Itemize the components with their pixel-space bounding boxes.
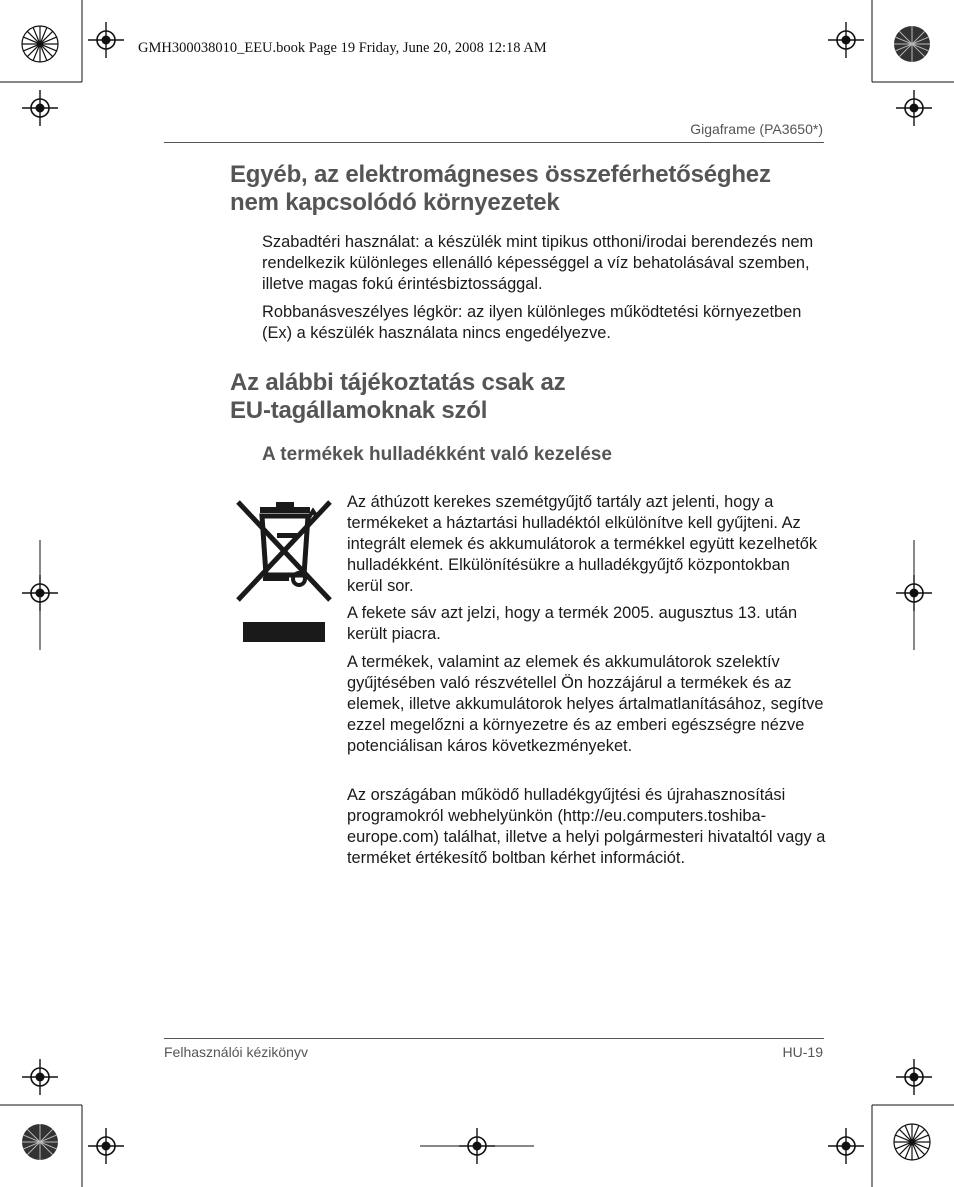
section2-heading-line1: Az alábbi tájékoztatás csak az bbox=[230, 369, 566, 396]
section1-paragraph-explosive: Robbanásveszélyes légkör: az ilyen különleges működtetési környezetben (Ex) a készülék használata nincs engedélyezve. bbox=[262, 303, 802, 342]
section2-subheading: A termékek hulladékként való kezelése bbox=[262, 444, 612, 465]
footer-page-number: HU-19 bbox=[782, 1044, 823, 1060]
section2-paragraph-black-bar: A fekete sáv azt jelzi, hogy a termék 2005. augusztus 13. után került piacra. bbox=[347, 604, 798, 643]
section2-paragraph-info: Az országában működő hulladékgyűjtési és újrahasznosítási programokról webhelyünkön (http://eu.computers.toshiba-europe.com) találhat, illetve a helyi polgármesteri hivataltól vagy a terméket értékesítő boltban kérhet információt. bbox=[347, 786, 826, 867]
running-header: Gigaframe (PA3650*) bbox=[690, 121, 823, 137]
section1-heading-line2: nem kapcsolódó környezetek bbox=[230, 189, 560, 216]
printer-slug-line: GMH300038010_EEU.book Page 19 Friday, June 20, 2008 12:18 AM bbox=[138, 40, 547, 56]
section1-heading-line1: Egyéb, az elektromágneses összeférhetőséghez bbox=[230, 161, 771, 188]
footer-left: Felhasználói kézikönyv bbox=[164, 1044, 308, 1060]
section2-paragraph-bin: Az áthúzott kerekes szemétgyűjtő tartály azt jelenti, hogy a termékeket a háztartási hulladéktól elkülönítve kell gyűjteni. Az integrált elemek és akkumulátorok a termékkel együtt kezelhetők hulladékként. Elkülönítésükre a hulladékgyűjtő központokban kerül sor. bbox=[347, 493, 818, 595]
section2-paragraph-collection: A termékek, valamint az elemek és akkumulátorok szelektív gyűjtésében való részvétellel Ön hozzájárul a termékek és az elemek, illetve akkumulátorok helyes ártalmatlanításához, segítve ezzel megelőzni a környezetre és az emberi egészségre nézve potenciálisan káros következményeket. bbox=[347, 653, 824, 755]
section2-heading-line2: EU-tagállamoknak szól bbox=[230, 397, 488, 424]
section1-paragraph-outdoor: Szabadtéri használat: a készülék mint tipikus otthoni/irodai berendezés nem rendelkezik különleges ellenálló képességgel a víz behatolásával szemben, illetve magas fokú érintésbiztossággal. bbox=[262, 233, 814, 293]
